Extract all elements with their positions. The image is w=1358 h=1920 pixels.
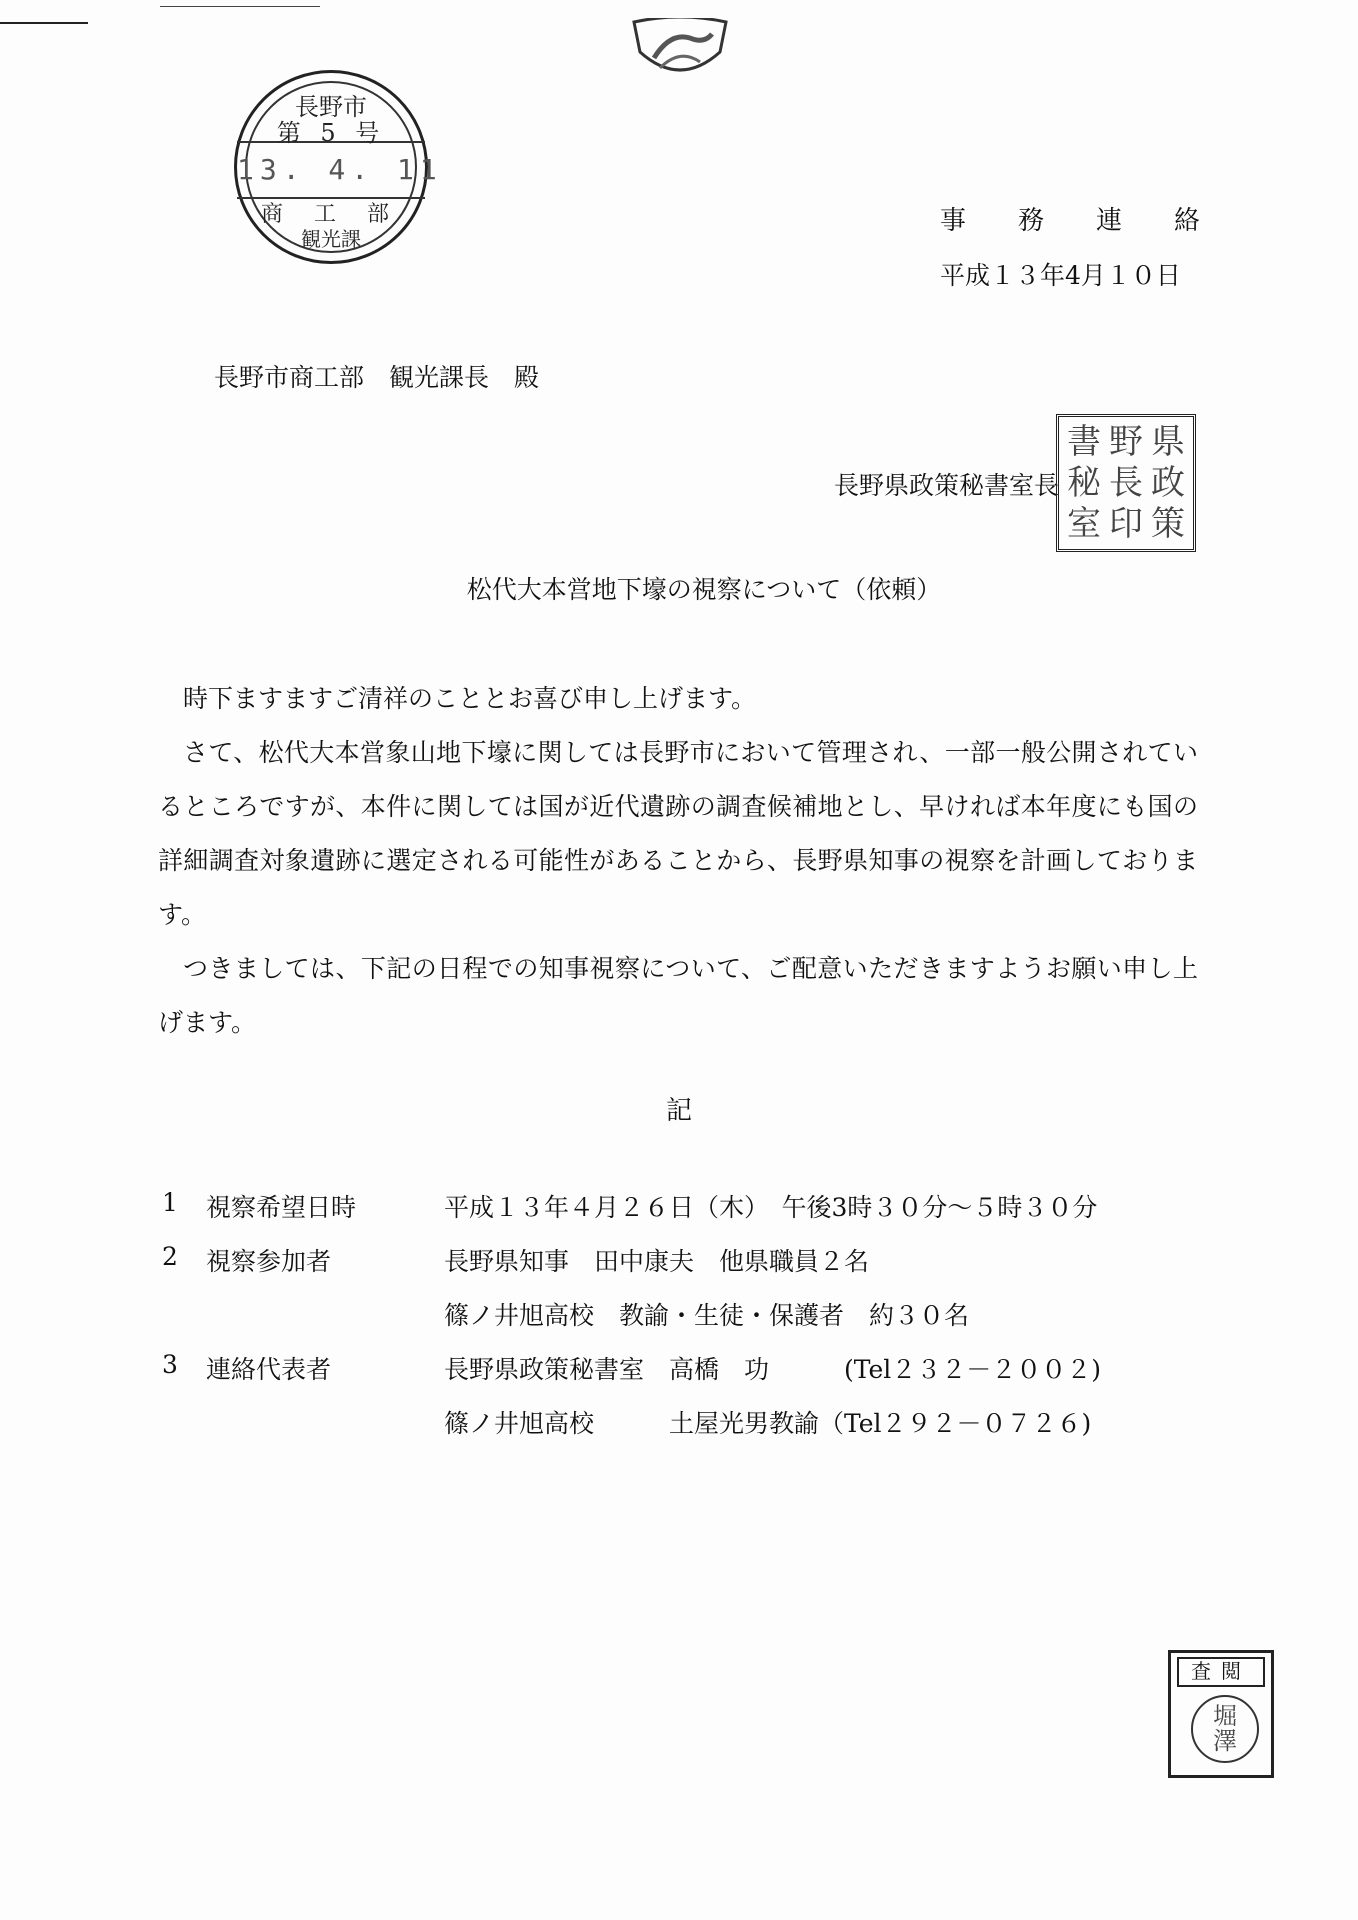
item-label: 視察希望日時: [206, 1193, 357, 1222]
seal-char: 印: [1109, 504, 1143, 545]
stamp-department: 商 工 部: [261, 202, 401, 227]
seal-char: 室: [1067, 504, 1101, 545]
item-value: 長野県知事 田中康夫 他県職員２名: [444, 1247, 870, 1276]
doc-type-char: 絡: [1173, 206, 1200, 236]
sender-seal: [1056, 414, 1196, 552]
doc-type-char: 事: [940, 206, 967, 236]
seal-char: 策: [1151, 504, 1185, 545]
addressee: 長野市商工部 観光課長 殿: [214, 363, 540, 392]
seal-char: 秘: [1067, 462, 1101, 503]
stamp-number: 第 5 号: [276, 119, 386, 147]
item-row: [162, 1350, 1222, 1404]
item-row: [162, 1242, 1222, 1296]
personal-seal: [1191, 1695, 1259, 1763]
seal-char: 堀: [1213, 1701, 1237, 1730]
seal-char: 澤: [1213, 1727, 1237, 1755]
reception-stamp: [234, 70, 443, 264]
body-paragraph: 時下ますますご清祥のこととお喜び申し上げます。: [183, 684, 757, 713]
scan-line-top-left: [0, 22, 88, 24]
body-paragraph: さて、松代大本営象山地下壕に関しては長野市において管理され、一部一般公開されているところですが、本件に関しては国が近代遺跡の調査候補地とし、早ければ本年度にも国の詳細調査対象遺跡に選定される可能性があることから、長野県知事の視察を計画しております。: [158, 738, 1198, 929]
seal-char: 野: [1109, 421, 1143, 462]
top-seal-fragment: [630, 18, 730, 82]
item-row-continuation: [162, 1404, 1222, 1458]
seal-char: 書: [1067, 421, 1101, 462]
document-date: 平成１３年4月１０日: [940, 261, 1181, 290]
stamp-section: 観光課: [301, 227, 361, 251]
doc-type-char: 務: [1017, 206, 1044, 236]
item-row: [162, 1188, 1222, 1242]
item-value: 長野県政策秘書室 高橋 功 (Tel２３２－２００２): [444, 1355, 1102, 1384]
item-number: 1: [162, 1188, 178, 1217]
document-type: [940, 200, 1200, 237]
body-paragraph: つきましては、下記の日程での知事視察について、ご配意いただきますようお願い申し上げます。: [158, 954, 1198, 1037]
ki-heading: 記: [665, 1096, 692, 1126]
item-label: 視察参加者: [206, 1247, 332, 1276]
seal-char: 政: [1151, 462, 1185, 503]
item-value: 篠ノ井旭高校 教諭・生徒・保護者 約３０名: [444, 1301, 970, 1330]
item-value: 篠ノ井旭高校 土屋光男教諭（Tel２９２－０７２６): [444, 1409, 1092, 1438]
seal-char: 県: [1151, 421, 1185, 462]
stamp-date: 13. 4. 11: [237, 153, 443, 186]
viewed-stamp: [1168, 1650, 1274, 1778]
subject-line: 松代大本営地下壕の視察について（依頼）: [466, 575, 942, 604]
item-value: 平成１３年４月２６日（木） 午後3時３０分～５時３０分: [444, 1193, 1098, 1222]
sender-title: 長野県政策秘書室長: [834, 471, 1060, 500]
doc-type-char: 連: [1095, 206, 1122, 236]
item-label: 連絡代表者: [206, 1355, 332, 1384]
scan-line-top: [160, 6, 320, 7]
item-list: [162, 1188, 1222, 1458]
seal-char: 長: [1109, 462, 1143, 503]
stamp-city: 長野市: [295, 93, 367, 121]
viewed-stamp-heading: 査閲: [1177, 1657, 1265, 1687]
item-number: 2: [162, 1242, 178, 1271]
item-number: 3: [162, 1350, 178, 1379]
item-row-continuation: [162, 1296, 1222, 1350]
body-text: [158, 672, 1198, 1050]
